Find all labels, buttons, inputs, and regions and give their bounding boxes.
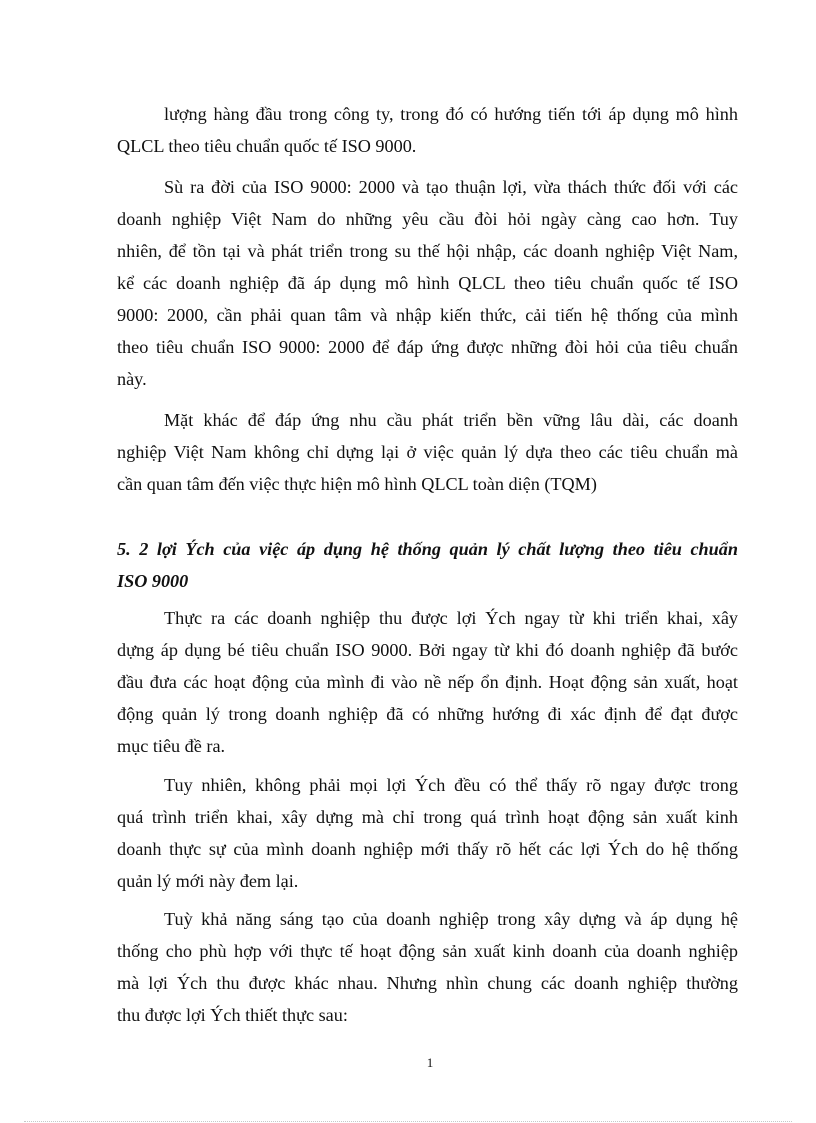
- paragraph-line: quản lý mới này đem lại.: [117, 871, 299, 891]
- paragraph-line: mục tiêu đề ra.: [117, 736, 226, 756]
- paragraph-line: dựng áp dụng bé tiêu chuẩn ISO 9000. Bởi ngay từ khi đó doanh nghiệp đã bước: [117, 640, 738, 660]
- paragraph-line: này.: [117, 369, 147, 389]
- paragraph-line: Tuỳ khả năng sáng tạo của doanh nghiệp trong xây dựng và áp dụng hệ: [164, 909, 738, 929]
- paragraph-line: động quản lý trong doanh nghiệp đã có những hướng đi xác định để đạt được: [117, 704, 738, 724]
- paragraph-line: mà lợi Ých thu được khác nhau. Nhưng nhìn chung các doanh nghiệp thường: [117, 973, 738, 993]
- paragraph-line: thu được lợi Ých thiết thực sau:: [117, 1005, 348, 1025]
- paragraph-line: cần quan tâm đến việc thực hiện mô hình QLCL toàn diện (TQM): [117, 474, 597, 494]
- paragraph-line: Thực ra các doanh nghiệp thu được lợi Ých ngay từ khi triển khai, xây: [164, 608, 738, 628]
- paragraph-line: quá trình triển khai, xây dựng mà chỉ trong quá trình hoạt động sản xuất kinh: [117, 807, 738, 827]
- paragraph-line: lượng hàng đầu trong công ty, trong đó có hướng tiến tới áp dụng mô hình: [164, 104, 738, 124]
- paragraph-line: Mặt khác để đáp ứng nhu cầu phát triển bền vững lâu dài, các doanh: [164, 410, 738, 430]
- page-bottom-divider: [24, 1121, 792, 1122]
- paragraph-line: doanh nghiệp Việt Nam do những yêu cầu đòi hỏi ngày càng cao hơn. Tuy: [117, 209, 738, 229]
- paragraph-line: doanh thực sự của mình doanh nghiệp mới thấy rõ hết các lợi Ých do hệ thống: [117, 839, 738, 859]
- paragraph-line: nghiệp Việt Nam không chỉ dựng lại ở việc quản lý dựa theo các tiêu chuẩn mà: [117, 442, 738, 462]
- paragraph-line: Tuy nhiên, không phải mọi lợi Ých đều có thể thấy rõ ngay được trong: [164, 775, 738, 795]
- heading-line: ISO 9000: [117, 571, 189, 591]
- heading-line: 5. 2 lợi Ých của việc áp dụng hệ thống quản lý chất lượng theo tiêu chuẩn: [117, 539, 738, 559]
- paragraph-line: QLCL theo tiêu chuẩn quốc tế ISO 9000.: [117, 136, 417, 156]
- paragraph-line: thống cho phù hợp với thực tế hoạt động sản xuất kinh doanh của doanh nghiệp: [117, 941, 738, 961]
- paragraph-line: Sù ra đời của ISO 9000: 2000 và tạo thuận lợi, vừa thách thức đối với các: [164, 177, 738, 197]
- paragraph-line: đầu đưa các hoạt động của mình đi vào nề nếp ổn định. Hoạt động sản xuất, hoạt: [117, 672, 738, 692]
- paragraph-line: theo tiêu chuẩn ISO 9000: 2000 để đáp ứng được những đòi hỏi của tiêu chuẩn: [117, 337, 738, 357]
- paragraph-line: 9000: 2000, cần phải quan tâm và nhập kiến thức, cải tiến hệ thống của mình: [117, 305, 738, 325]
- page-number: 1: [426, 1055, 434, 1070]
- paragraph-line: kể các doanh nghiệp đã áp dụng mô hình QLCL theo tiêu chuẩn quốc tế ISO: [117, 273, 738, 293]
- paragraph-line: nhiên, để tồn tại và phát triển trong su thế hội nhập, các doanh nghiệp Việt Nam,: [117, 241, 738, 261]
